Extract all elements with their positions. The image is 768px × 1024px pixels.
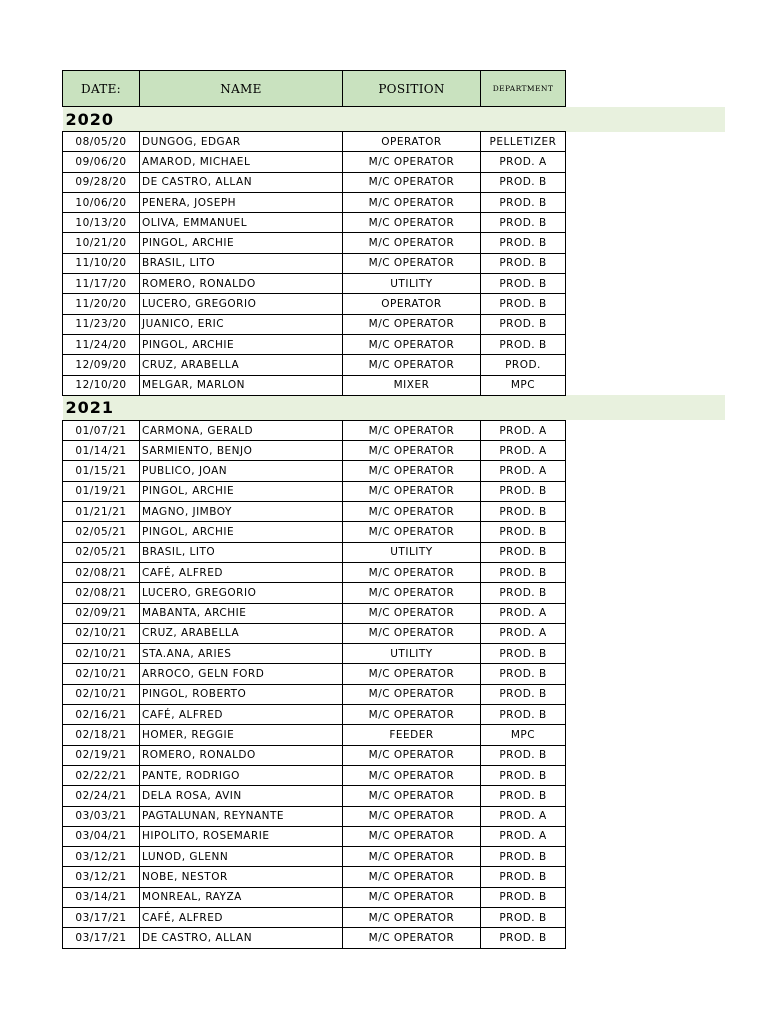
header-row: [63, 71, 725, 107]
department-cell[interactable]: PROD. B: [481, 233, 566, 253]
table-row: [63, 603, 725, 623]
empty-cell: [566, 522, 725, 542]
name-cell[interactable]: HOMER, REGGIE: [140, 725, 343, 745]
date-cell[interactable]: 02/10/21: [63, 623, 140, 643]
empty-cell: [566, 233, 725, 253]
name-cell[interactable]: BRASIL, LITO: [140, 542, 343, 562]
date-cell[interactable]: 01/19/21: [63, 481, 140, 501]
empty-cell: [566, 213, 725, 233]
date-cell[interactable]: 02/08/21: [63, 583, 140, 603]
empty-cell: [566, 806, 725, 826]
date-cell[interactable]: 01/15/21: [63, 461, 140, 481]
position-cell[interactable]: FEEDER: [343, 725, 481, 745]
department-cell[interactable]: PROD. B: [481, 253, 566, 273]
department-cell[interactable]: PROD. A: [481, 623, 566, 643]
empty-cell: [566, 355, 725, 375]
table-row: [63, 192, 725, 212]
name-cell[interactable]: MONREAL, RAYZA: [140, 887, 343, 907]
date-cell[interactable]: 02/18/21: [63, 725, 140, 745]
position-cell[interactable]: M/C OPERATOR: [343, 461, 481, 481]
department-cell[interactable]: PROD. B: [481, 786, 566, 806]
table-row: [63, 786, 725, 806]
name-cell[interactable]: CRUZ, ARABELLA: [140, 355, 343, 375]
empty-cell: [566, 907, 725, 927]
empty-cell: [566, 826, 725, 846]
position-cell[interactable]: M/C OPERATOR: [343, 502, 481, 522]
table-row: [63, 907, 725, 927]
date-cell[interactable]: 02/10/21: [63, 664, 140, 684]
empty-cell: [566, 481, 725, 501]
empty-cell: [566, 375, 725, 395]
date-cell[interactable]: 02/10/21: [63, 684, 140, 704]
date-cell[interactable]: 01/14/21: [63, 441, 140, 461]
name-cell[interactable]: LUNOD, GLENN: [140, 847, 343, 867]
date-cell[interactable]: 02/16/21: [63, 705, 140, 725]
header-date[interactable]: DATE:: [63, 71, 140, 107]
date-cell[interactable]: 12/09/20: [63, 355, 140, 375]
table-row: [63, 583, 725, 603]
empty-cell: [566, 192, 725, 212]
date-cell[interactable]: 02/05/21: [63, 522, 140, 542]
empty-cell: [566, 253, 725, 273]
position-cell[interactable]: M/C OPERATOR: [343, 928, 481, 948]
name-cell[interactable]: PINGOL, ARCHIE: [140, 522, 343, 542]
empty-cell: [566, 152, 725, 172]
empty-cell: [566, 562, 725, 582]
date-cell[interactable]: 10/13/20: [63, 213, 140, 233]
position-cell[interactable]: M/C OPERATOR: [343, 172, 481, 192]
table-row: [63, 132, 725, 152]
table-row: [63, 684, 725, 704]
table-row: [63, 867, 725, 887]
department-cell[interactable]: PROD. B: [481, 274, 566, 294]
table-row: [63, 806, 725, 826]
date-cell[interactable]: 11/17/20: [63, 274, 140, 294]
position-cell[interactable]: M/C OPERATOR: [343, 441, 481, 461]
position-cell[interactable]: M/C OPERATOR: [343, 152, 481, 172]
name-cell[interactable]: CAFÉ, ALFRED: [140, 705, 343, 725]
table-row: [63, 502, 725, 522]
name-cell[interactable]: PAGTALUNAN, REYNANTE: [140, 806, 343, 826]
position-cell[interactable]: M/C OPERATOR: [343, 355, 481, 375]
name-cell[interactable]: SARMIENTO, BENJO: [140, 441, 343, 461]
date-cell[interactable]: 12/10/20: [63, 375, 140, 395]
empty-cell: [566, 172, 725, 192]
year-label[interactable]: 2021: [63, 395, 725, 420]
name-cell[interactable]: BRASIL, LITO: [140, 253, 343, 273]
name-cell[interactable]: ROMERO, RONALDO: [140, 274, 343, 294]
name-cell[interactable]: PANTE, RODRIGO: [140, 765, 343, 785]
date-cell[interactable]: 08/05/20: [63, 132, 140, 152]
name-cell[interactable]: PINGOL, ARCHIE: [140, 481, 343, 501]
name-cell[interactable]: CAFÉ, ALFRED: [140, 562, 343, 582]
department-cell[interactable]: PROD. B: [481, 294, 566, 314]
name-cell[interactable]: LUCERO, GREGORIO: [140, 583, 343, 603]
date-cell[interactable]: 03/12/21: [63, 847, 140, 867]
department-cell[interactable]: PROD. B: [481, 192, 566, 212]
date-cell[interactable]: 11/10/20: [63, 253, 140, 273]
position-cell[interactable]: UTILITY: [343, 274, 481, 294]
position-cell[interactable]: MIXER: [343, 375, 481, 395]
name-cell[interactable]: LUCERO, GREGORIO: [140, 294, 343, 314]
header-position[interactable]: POSITION: [343, 71, 481, 107]
table-row: [63, 542, 725, 562]
department-cell[interactable]: PROD. B: [481, 334, 566, 354]
date-cell[interactable]: 10/21/20: [63, 233, 140, 253]
name-cell[interactable]: MAGNO, JIMBOY: [140, 502, 343, 522]
name-cell[interactable]: PINGOL, ROBERTO: [140, 684, 343, 704]
department-cell[interactable]: PROD. B: [481, 213, 566, 233]
position-cell[interactable]: M/C OPERATOR: [343, 603, 481, 623]
department-cell[interactable]: PROD. B: [481, 928, 566, 948]
date-cell[interactable]: 03/12/21: [63, 867, 140, 887]
department-cell[interactable]: PELLETIZER: [481, 132, 566, 152]
table-row: [63, 826, 725, 846]
table-row: [63, 420, 725, 440]
position-cell[interactable]: M/C OPERATOR: [343, 420, 481, 440]
position-cell[interactable]: M/C OPERATOR: [343, 806, 481, 826]
empty-cell: [566, 745, 725, 765]
position-cell[interactable]: M/C OPERATOR: [343, 887, 481, 907]
department-cell[interactable]: PROD. B: [481, 745, 566, 765]
date-cell[interactable]: 03/17/21: [63, 928, 140, 948]
table-row: [63, 213, 725, 233]
date-cell[interactable]: 11/24/20: [63, 334, 140, 354]
department-cell[interactable]: PROD. B: [481, 705, 566, 725]
position-cell[interactable]: M/C OPERATOR: [343, 583, 481, 603]
empty-cell: [566, 420, 725, 440]
department-cell[interactable]: PROD. B: [481, 765, 566, 785]
name-cell[interactable]: CAFÉ, ALFRED: [140, 907, 343, 927]
empty-cell: [566, 765, 725, 785]
date-cell[interactable]: 02/09/21: [63, 603, 140, 623]
department-cell[interactable]: PROD. B: [481, 644, 566, 664]
date-cell[interactable]: 02/22/21: [63, 765, 140, 785]
empty-cell: [566, 583, 725, 603]
spreadsheet: [62, 70, 725, 949]
position-cell[interactable]: M/C OPERATOR: [343, 192, 481, 212]
table-row: [63, 705, 725, 725]
table-row: [63, 847, 725, 867]
year-label[interactable]: 2020: [63, 107, 725, 132]
department-cell[interactable]: PROD. B: [481, 583, 566, 603]
position-cell[interactable]: M/C OPERATOR: [343, 522, 481, 542]
position-cell[interactable]: M/C OPERATOR: [343, 847, 481, 867]
date-cell[interactable]: 11/23/20: [63, 314, 140, 334]
empty-cell: [566, 644, 725, 664]
date-cell[interactable]: 02/05/21: [63, 542, 140, 562]
date-cell[interactable]: 02/10/21: [63, 644, 140, 664]
table-row: [63, 233, 725, 253]
date-cell[interactable]: 02/24/21: [63, 786, 140, 806]
position-cell[interactable]: M/C OPERATOR: [343, 907, 481, 927]
empty-cell: [566, 684, 725, 704]
position-cell[interactable]: M/C OPERATOR: [343, 253, 481, 273]
table-row: [63, 522, 725, 542]
header-blank-cell: [566, 71, 725, 107]
header-department[interactable]: DEPARTMENT: [481, 71, 566, 107]
table-row: [63, 644, 725, 664]
table-row: [63, 623, 725, 643]
department-cell[interactable]: PROD. A: [481, 826, 566, 846]
position-cell[interactable]: UTILITY: [343, 644, 481, 664]
name-cell[interactable]: MABANTA, ARCHIE: [140, 603, 343, 623]
position-cell[interactable]: M/C OPERATOR: [343, 213, 481, 233]
position-cell[interactable]: M/C OPERATOR: [343, 765, 481, 785]
name-cell[interactable]: PINGOL, ARCHIE: [140, 233, 343, 253]
name-cell[interactable]: ARROCO, GELN FORD: [140, 664, 343, 684]
table-row: [63, 441, 725, 461]
table-row: [63, 664, 725, 684]
empty-cell: [566, 847, 725, 867]
empty-cell: [566, 132, 725, 152]
position-cell[interactable]: M/C OPERATOR: [343, 334, 481, 354]
department-cell[interactable]: PROD. B: [481, 562, 566, 582]
date-cell[interactable]: 03/14/21: [63, 887, 140, 907]
year-band: [63, 107, 725, 132]
department-cell[interactable]: PROD. B: [481, 502, 566, 522]
department-cell[interactable]: PROD. B: [481, 172, 566, 192]
table-row: [63, 334, 725, 354]
department-cell[interactable]: MPC: [481, 725, 566, 745]
position-cell[interactable]: M/C OPERATOR: [343, 867, 481, 887]
position-cell[interactable]: M/C OPERATOR: [343, 233, 481, 253]
date-cell[interactable]: 01/07/21: [63, 420, 140, 440]
table-row: [63, 887, 725, 907]
table-row: [63, 375, 725, 395]
date-cell[interactable]: 10/06/20: [63, 192, 140, 212]
department-cell[interactable]: PROD. B: [481, 847, 566, 867]
name-cell[interactable]: DE CASTRO, ALLAN: [140, 928, 343, 948]
position-cell[interactable]: M/C OPERATOR: [343, 684, 481, 704]
empty-cell: [566, 928, 725, 948]
empty-cell: [566, 786, 725, 806]
table-row: [63, 253, 725, 273]
position-cell[interactable]: M/C OPERATOR: [343, 745, 481, 765]
empty-cell: [566, 274, 725, 294]
empty-cell: [566, 502, 725, 522]
position-cell[interactable]: UTILITY: [343, 542, 481, 562]
position-cell[interactable]: M/C OPERATOR: [343, 314, 481, 334]
date-cell[interactable]: 01/21/21: [63, 502, 140, 522]
position-cell[interactable]: M/C OPERATOR: [343, 705, 481, 725]
empty-cell: [566, 461, 725, 481]
table-row: [63, 355, 725, 375]
date-cell[interactable]: 03/17/21: [63, 907, 140, 927]
empty-cell: [566, 334, 725, 354]
date-cell[interactable]: 03/03/21: [63, 806, 140, 826]
name-cell[interactable]: AMAROD, MICHAEL: [140, 152, 343, 172]
empty-cell: [566, 314, 725, 334]
date-cell[interactable]: 03/04/21: [63, 826, 140, 846]
name-cell[interactable]: ROMERO, RONALDO: [140, 745, 343, 765]
position-cell[interactable]: M/C OPERATOR: [343, 664, 481, 684]
empty-cell: [566, 623, 725, 643]
date-cell[interactable]: 02/08/21: [63, 562, 140, 582]
position-cell[interactable]: M/C OPERATOR: [343, 786, 481, 806]
position-cell[interactable]: OPERATOR: [343, 294, 481, 314]
name-cell[interactable]: CARMONA, GERALD: [140, 420, 343, 440]
table-row: [63, 481, 725, 501]
name-cell[interactable]: PENERA, JOSEPH: [140, 192, 343, 212]
empty-cell: [566, 294, 725, 314]
department-cell[interactable]: PROD. A: [481, 152, 566, 172]
table-row: [63, 562, 725, 582]
date-cell[interactable]: 09/06/20: [63, 152, 140, 172]
name-cell[interactable]: DELA ROSA, AVIN: [140, 786, 343, 806]
name-cell[interactable]: PUBLICO, JOAN: [140, 461, 343, 481]
name-cell[interactable]: DE CASTRO, ALLAN: [140, 172, 343, 192]
name-cell[interactable]: PINGOL, ARCHIE: [140, 334, 343, 354]
section-2021: [63, 395, 725, 948]
section-2020: [63, 107, 725, 396]
table-row: [63, 765, 725, 785]
department-cell[interactable]: PROD. B: [481, 867, 566, 887]
department-cell[interactable]: MPC: [481, 375, 566, 395]
table-row: [63, 314, 725, 334]
position-cell[interactable]: M/C OPERATOR: [343, 481, 481, 501]
position-cell[interactable]: M/C OPERATOR: [343, 562, 481, 582]
position-cell[interactable]: OPERATOR: [343, 132, 481, 152]
department-cell[interactable]: PROD. B: [481, 887, 566, 907]
name-cell[interactable]: CRUZ, ARABELLA: [140, 623, 343, 643]
table-row: [63, 274, 725, 294]
department-cell[interactable]: PROD. A: [481, 461, 566, 481]
department-cell[interactable]: PROD. B: [481, 481, 566, 501]
department-cell[interactable]: PROD. B: [481, 684, 566, 704]
table-row: [63, 745, 725, 765]
department-cell[interactable]: PROD. B: [481, 664, 566, 684]
date-cell[interactable]: 09/28/20: [63, 172, 140, 192]
department-cell[interactable]: PROD. A: [481, 603, 566, 623]
name-cell[interactable]: NOBE, NESTOR: [140, 867, 343, 887]
table-row: [63, 152, 725, 172]
position-cell[interactable]: M/C OPERATOR: [343, 826, 481, 846]
empty-cell: [566, 441, 725, 461]
empty-cell: [566, 542, 725, 562]
department-cell[interactable]: PROD. A: [481, 806, 566, 826]
department-cell[interactable]: PROD. B: [481, 314, 566, 334]
table-row: [63, 928, 725, 948]
name-cell[interactable]: STA.ANA, ARIES: [140, 644, 343, 664]
empty-cell: [566, 887, 725, 907]
empty-cell: [566, 664, 725, 684]
department-cell[interactable]: PROD.: [481, 355, 566, 375]
name-cell[interactable]: OLIVA, EMMANUEL: [140, 213, 343, 233]
department-cell[interactable]: PROD. A: [481, 441, 566, 461]
name-cell[interactable]: JUANICO, ERIC: [140, 314, 343, 334]
header-name[interactable]: NAME: [140, 71, 343, 107]
name-cell[interactable]: MELGAR, MARLON: [140, 375, 343, 395]
date-cell[interactable]: 11/20/20: [63, 294, 140, 314]
empty-cell: [566, 603, 725, 623]
empty-cell: [566, 867, 725, 887]
position-cell[interactable]: M/C OPERATOR: [343, 623, 481, 643]
department-cell[interactable]: PROD. B: [481, 542, 566, 562]
department-cell[interactable]: PROD. B: [481, 522, 566, 542]
date-cell[interactable]: 02/19/21: [63, 745, 140, 765]
department-cell[interactable]: PROD. A: [481, 420, 566, 440]
table-row: [63, 172, 725, 192]
empty-cell: [566, 705, 725, 725]
employee-table: [62, 70, 725, 949]
year-band: [63, 395, 725, 420]
table-row: [63, 725, 725, 745]
table-row: [63, 461, 725, 481]
name-cell[interactable]: HIPOLITO, ROSEMARIE: [140, 826, 343, 846]
table-row: [63, 294, 725, 314]
name-cell[interactable]: DUNGOG, EDGAR: [140, 132, 343, 152]
empty-cell: [566, 725, 725, 745]
department-cell[interactable]: PROD. B: [481, 907, 566, 927]
